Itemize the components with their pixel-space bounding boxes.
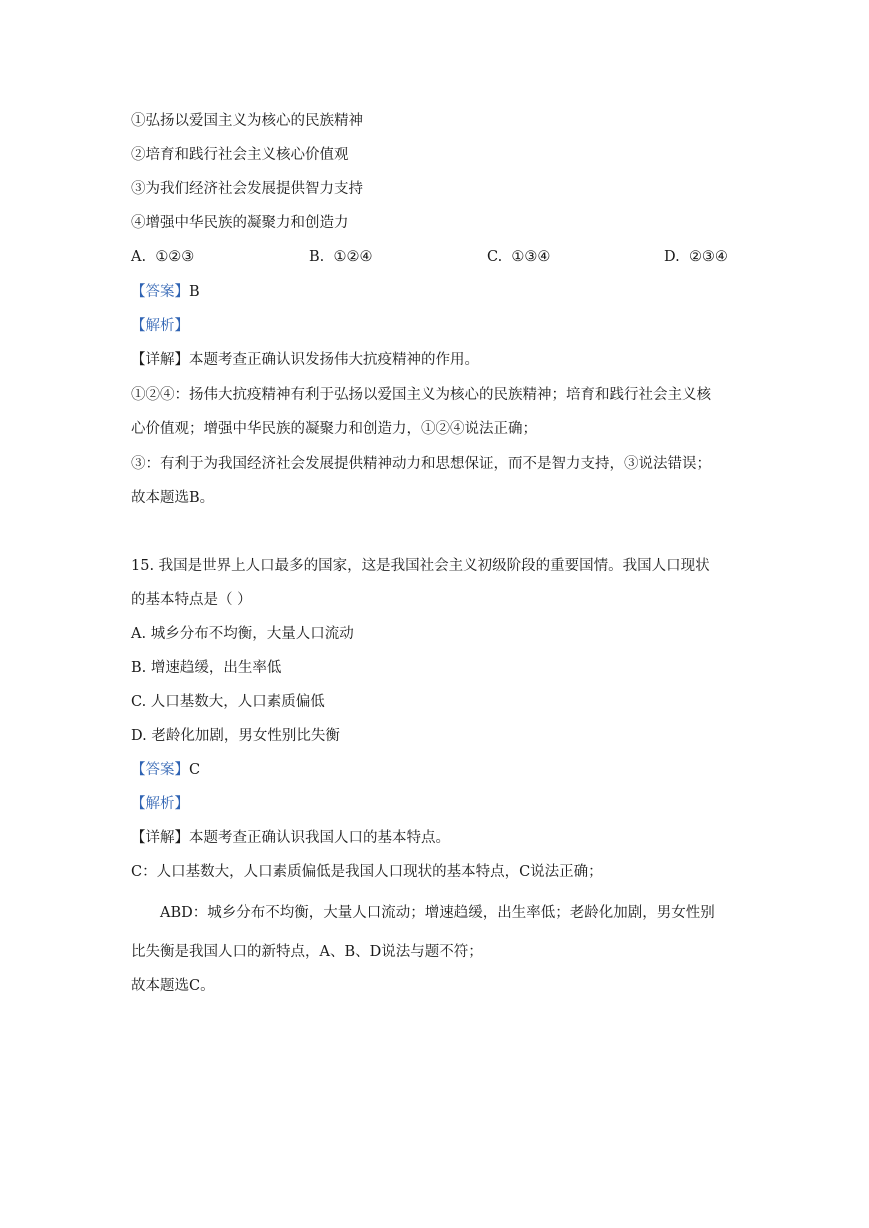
q15-analysis-label: 【解析】 (131, 796, 189, 812)
q14-option-b-text: ①②④ (333, 249, 373, 265)
q14-explanation-4: 故本题选B。 (131, 490, 215, 506)
q15-detail (131, 828, 450, 848)
q14-detail-label: 【详解】 (131, 352, 189, 368)
q14-option-a-letter: A. (131, 249, 147, 265)
q15-detail-text: 本题考查正确认识我国人口的基本特点。 (189, 830, 450, 846)
q14-explanation-3: ③：有利于为我国经济社会发展提供精神动力和思想保证，而不是智力支持，③说法错误； (131, 456, 711, 472)
q14-option-b (309, 247, 372, 267)
q14-answer (131, 282, 200, 302)
q14-detail-text: 本题考查正确认识发扬伟大抗疫精神的作用。 (189, 352, 479, 368)
q14-answer-value: B (189, 284, 200, 300)
q15-analysis (131, 794, 189, 814)
q15-option-b: B. 增速趋缓，出生率低 (131, 660, 282, 676)
q14-statement-3: ③为我们经济社会发展提供智力支持 (131, 181, 363, 197)
q14-explanation-1: ①②④：扬伟大抗疫精神有利于弘扬以爱国主义为核心的民族精神；培育和践行社会主义核 (131, 387, 711, 403)
q15-option-d: D. 老龄化加剧，男女性别比失衡 (131, 728, 340, 744)
q15-option-a: A. 城乡分布不均衡，大量人口流动 (131, 626, 354, 642)
q15-detail-label: 【详解】 (131, 830, 189, 846)
q15-answer-label: 【答案】 (131, 762, 189, 778)
q15-answer-value: C (189, 762, 201, 778)
q15-explanation-3: 比失衡是我国人口的新特点，A、B、D说法与题不符； (131, 944, 483, 960)
q14-detail (131, 350, 479, 370)
q15-explanation-4: 故本题选C。 (131, 978, 215, 994)
q14-statement-2: ②培育和践行社会主义核心价值观 (131, 147, 349, 163)
q14-statement-4: ④增强中华民族的凝聚力和创造力 (131, 215, 349, 231)
q14-option-c-text: ①③④ (511, 249, 551, 265)
q15-stem-line-1: 15. 我国是世界上人口最多的国家，这是我国社会主义初级阶段的重要国情。我国人口现状 (131, 558, 710, 574)
q15-stem-line-2: 的基本特点是（ ） (131, 592, 252, 608)
q14-option-a (131, 247, 194, 267)
q15-option-c: C. 人口基数大，人口素质偏低 (131, 694, 325, 710)
q14-option-d-text: ②③④ (688, 249, 728, 265)
q14-option-c (487, 247, 550, 267)
q14-option-d (664, 247, 728, 267)
q14-statement-1: ①弘扬以爱国主义为核心的民族精神 (131, 113, 363, 129)
q14-option-c-letter: C. (487, 249, 503, 265)
q15-answer (131, 760, 200, 780)
q14-option-b-letter: B. (309, 249, 325, 265)
q14-analysis-label: 【解析】 (131, 318, 189, 334)
q15-explanation-1: C：人口基数大，人口素质偏低是我国人口现状的基本特点，C说法正确； (131, 864, 603, 880)
q15-explanation-2: ABD：城乡分布不均衡，大量人口流动；增速趋缓，出生率低；老龄化加剧，男女性别 (160, 905, 715, 921)
q14-answer-label: 【答案】 (131, 284, 189, 300)
q14-explanation-2: 心价值观；增强中华民族的凝聚力和创造力，①②④说法正确； (131, 421, 537, 437)
q14-option-d-letter: D. (664, 249, 680, 265)
q14-analysis (131, 316, 189, 336)
q14-option-a-text: ①②③ (155, 249, 195, 265)
